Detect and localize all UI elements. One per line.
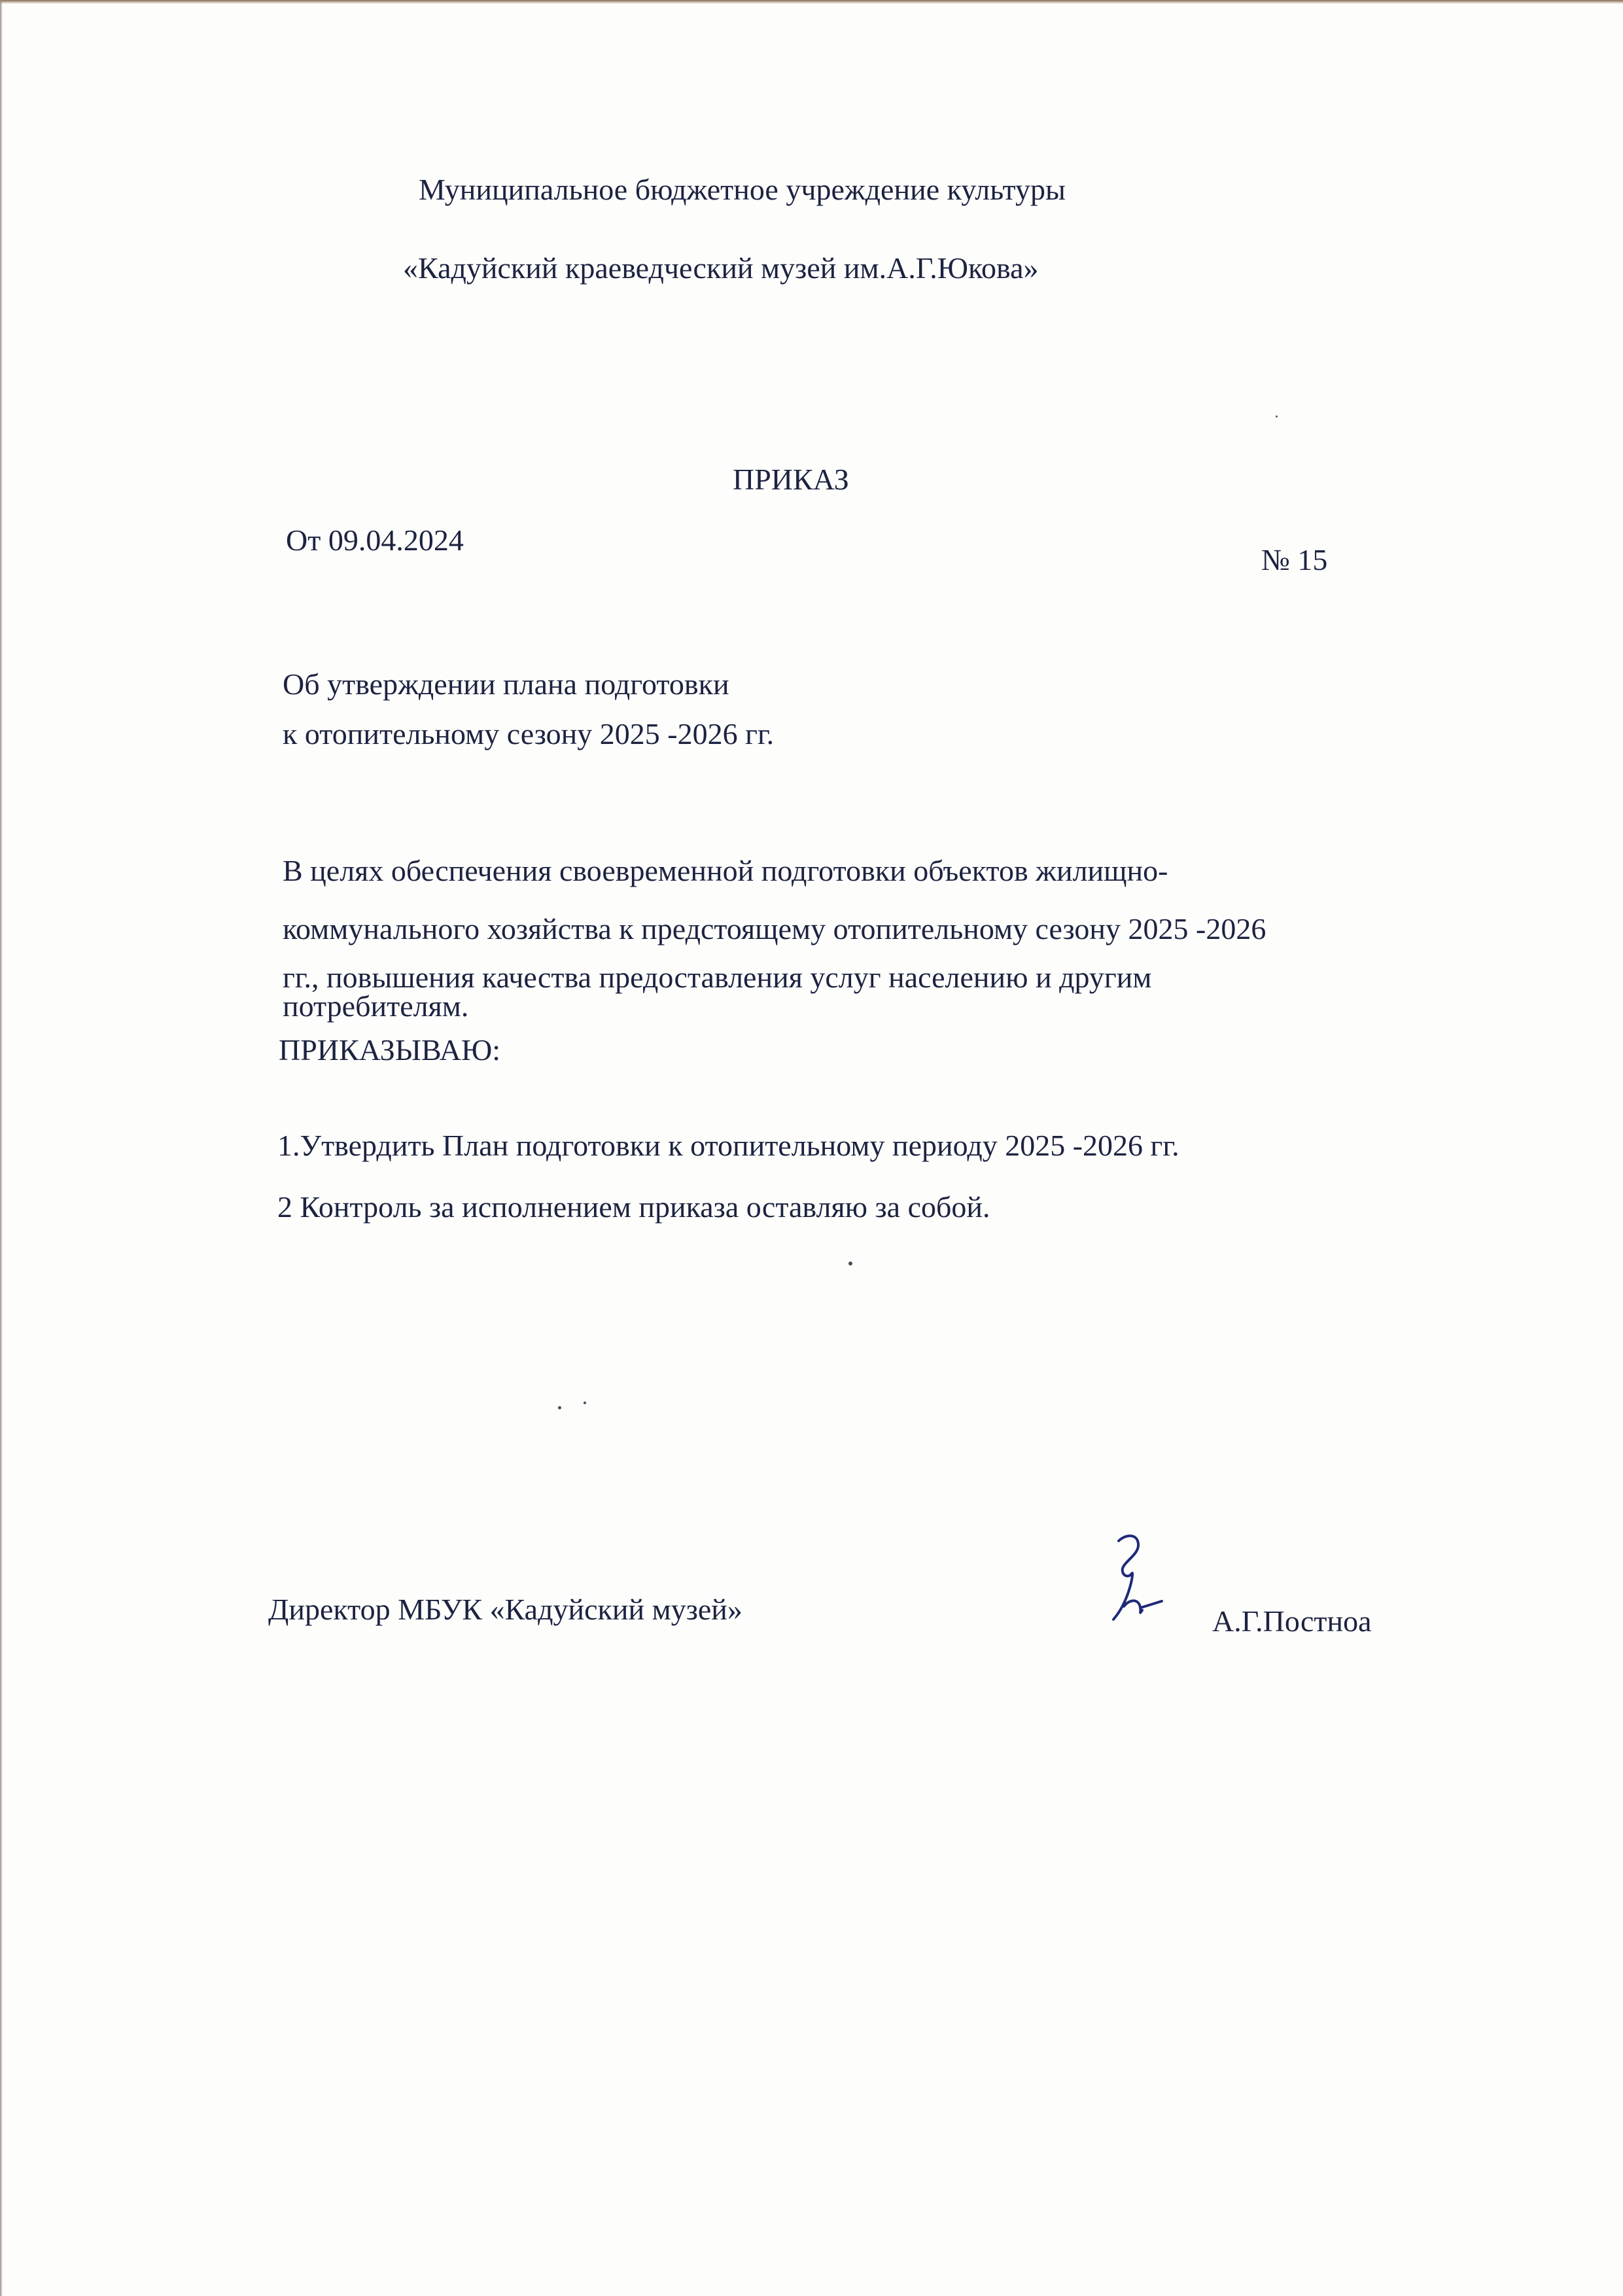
scan-speck xyxy=(558,1406,561,1409)
body-line-1: В целях обеспечения своевременной подготовки объектов жилищно- xyxy=(283,854,1168,887)
subject-line-1: Об утверждении плана подготовки xyxy=(283,667,729,701)
order-directive: ПРИКАЗЫВАЮ: xyxy=(279,1033,501,1067)
body-line-2: коммунального хозяйства к предстоящему отопительному сезону 2025 -2026 xyxy=(283,912,1266,945)
signatory-position: Директор МБУК «Кадуйский музей» xyxy=(268,1593,742,1626)
organization-line-2: «Кадуйский краеведческий музей им.А.Г.Юкова» xyxy=(403,251,1039,285)
body-line-3: гг., повышения качества предоставления услуг населению и другим xyxy=(283,961,1152,994)
signatory-name: А.Г.Постноа xyxy=(1212,1604,1372,1638)
scan-edge-top xyxy=(0,0,1623,4)
scan-speck xyxy=(1276,415,1278,417)
handwritten-signature xyxy=(1099,1528,1171,1633)
document-title: ПРИКАЗ xyxy=(733,463,849,496)
scan-edge-left xyxy=(0,0,3,2296)
scan-speck xyxy=(584,1402,586,1404)
body-line-4: потребителям. xyxy=(283,989,469,1023)
order-item-2: 2 Контроль за исполнением приказа оставляю за собой. xyxy=(277,1190,990,1224)
organization-line-1: Муниципальное бюджетное учреждение культуры xyxy=(419,173,1066,206)
order-date: От 09.04.2024 xyxy=(286,523,464,557)
scan-speck xyxy=(848,1262,852,1265)
order-item-1: 1.Утвердить План подготовки к отопительному периоду 2025 -2026 гг. xyxy=(277,1129,1179,1162)
order-number: № 15 xyxy=(1261,543,1328,576)
subject-line-2: к отопительному сезону 2025 -2026 гг. xyxy=(283,717,775,751)
